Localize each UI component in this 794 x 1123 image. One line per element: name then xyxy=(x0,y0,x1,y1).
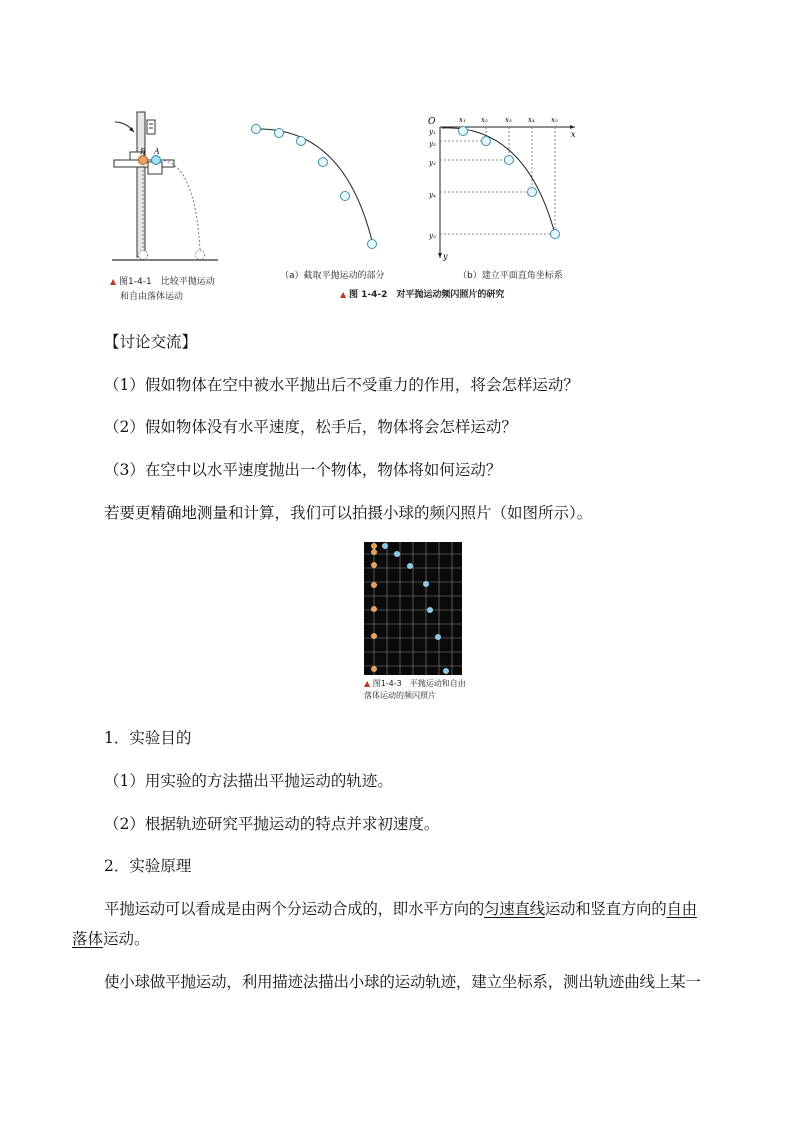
coordinate-point xyxy=(505,156,514,165)
triangle-icon: ▲ xyxy=(364,679,371,688)
free-fall-ball xyxy=(371,562,376,567)
photo-intro: 若要更精确地测量和计算，我们可以拍摄小球的频闪照片（如图所示）。 xyxy=(104,504,593,522)
free-fall-ball xyxy=(371,633,376,638)
x-label: x₂ xyxy=(481,116,488,124)
trajectory-curve-b xyxy=(442,128,555,234)
figure-coordinates-b xyxy=(425,110,590,265)
trajectory-point xyxy=(252,125,261,134)
projectile-ball xyxy=(394,551,399,556)
fig1-caption-line2: 和自由落体运动 xyxy=(120,292,184,302)
projectile-ball xyxy=(427,607,432,612)
projectile-ball xyxy=(407,563,412,568)
free-fall-ball xyxy=(371,606,376,611)
y-label: y₅ xyxy=(429,232,436,240)
x-axis-label: x xyxy=(571,130,576,139)
discussion-heading: 【讨论交流】 xyxy=(104,333,198,351)
fig2a-caption: （a）截取平抛运动的部分 xyxy=(280,271,385,281)
label-a: A xyxy=(154,147,160,156)
x-label: x₁ xyxy=(459,116,466,124)
fig3-caption-line1: ▲ 图1-4-3 平抛运动和自由 xyxy=(364,679,466,688)
principle-paragraph-line2: 落体运动。 xyxy=(72,930,150,948)
y-label: y₂ xyxy=(429,140,436,148)
question-3: （3）在空中以水平速度抛出一个物体，物体将如何运动？ xyxy=(104,461,502,479)
projection-lines xyxy=(440,127,555,234)
free-fall-ball xyxy=(371,666,376,671)
free-fall-ball xyxy=(371,582,376,587)
apparatus-post xyxy=(137,112,145,257)
coordinate-point xyxy=(482,137,491,146)
underline-free: 自由 xyxy=(666,900,697,918)
trajectory-point xyxy=(341,192,350,201)
fig2-main-caption: ▲ 图 1-4-2 对平抛运动频闪照片的研究 xyxy=(340,290,505,300)
trajectory-point xyxy=(368,240,377,249)
section2-title: 2．实验原理 xyxy=(104,857,192,875)
origin-label: O xyxy=(428,117,436,127)
ball-b xyxy=(139,156,148,165)
x-label: x₅ xyxy=(551,116,558,124)
y-label: y₁ xyxy=(429,128,436,136)
principle-paragraph-line1: 平抛运动可以看成是由两个分运动合成的，即水平方向的匀速直线运动和竖直方向的自由 xyxy=(104,900,697,918)
y-axis-label: y xyxy=(443,252,448,261)
trajectory-point xyxy=(319,158,328,167)
y-label: y₃ xyxy=(429,159,436,167)
coordinate-point xyxy=(551,230,560,239)
section1-title: 1．实验目的 xyxy=(104,729,192,747)
trajectory-point xyxy=(297,137,306,146)
underline-uniform-linear: 匀速直线 xyxy=(484,900,545,918)
fig1-caption-line1: ▲ 图1-4-1 比较平抛运动 xyxy=(110,277,215,287)
goal-1: （1）用实验的方法描出平抛运动的轨迹。 xyxy=(104,772,393,790)
y-label: y₄ xyxy=(429,191,436,199)
trajectory-point xyxy=(275,129,284,138)
strobe-photo xyxy=(364,542,462,675)
ball-a xyxy=(152,156,161,165)
fig2b-caption: （b）建立平面直角坐标系 xyxy=(458,271,563,281)
label-b: B xyxy=(140,147,146,156)
projectile-ball xyxy=(382,543,387,548)
projectile-ball xyxy=(443,668,448,673)
question-1: （1）假如物体在空中被水平抛出后不受重力的作用，将会怎样运动？ xyxy=(104,376,579,394)
projectile-ball xyxy=(423,581,428,586)
x-label: x₃ xyxy=(505,116,512,124)
coordinate-point xyxy=(528,188,537,197)
triangle-icon: ▲ xyxy=(110,277,117,286)
principle-paragraph-2: 使小球做平抛运动，利用描迹法描出小球的运动轨迹，建立坐标系，测出轨迹曲线上某一 xyxy=(104,973,701,991)
triangle-icon: ▲ xyxy=(340,290,347,299)
underline-fall: 落体 xyxy=(72,930,104,948)
coordinate-point xyxy=(459,127,468,136)
apparatus-hammer xyxy=(147,120,155,134)
figure-trajectory-a xyxy=(245,115,385,255)
free-fall-ball xyxy=(371,543,376,548)
free-fall-ball xyxy=(371,549,376,554)
fig3-caption-line2: 落体运动的频闪照片 xyxy=(364,691,436,700)
projectile-ball xyxy=(435,634,440,639)
question-2: （2）假如物体没有水平速度，松手后，物体将会怎样运动？ xyxy=(104,418,517,436)
trajectory-curve-a xyxy=(256,129,373,245)
x-label: x₄ xyxy=(528,116,535,124)
projectile-path xyxy=(160,160,200,250)
figure-apparatus xyxy=(100,100,225,270)
goal-2: （2）根据轨迹研究平抛运动的特点并求初速度。 xyxy=(104,815,440,833)
